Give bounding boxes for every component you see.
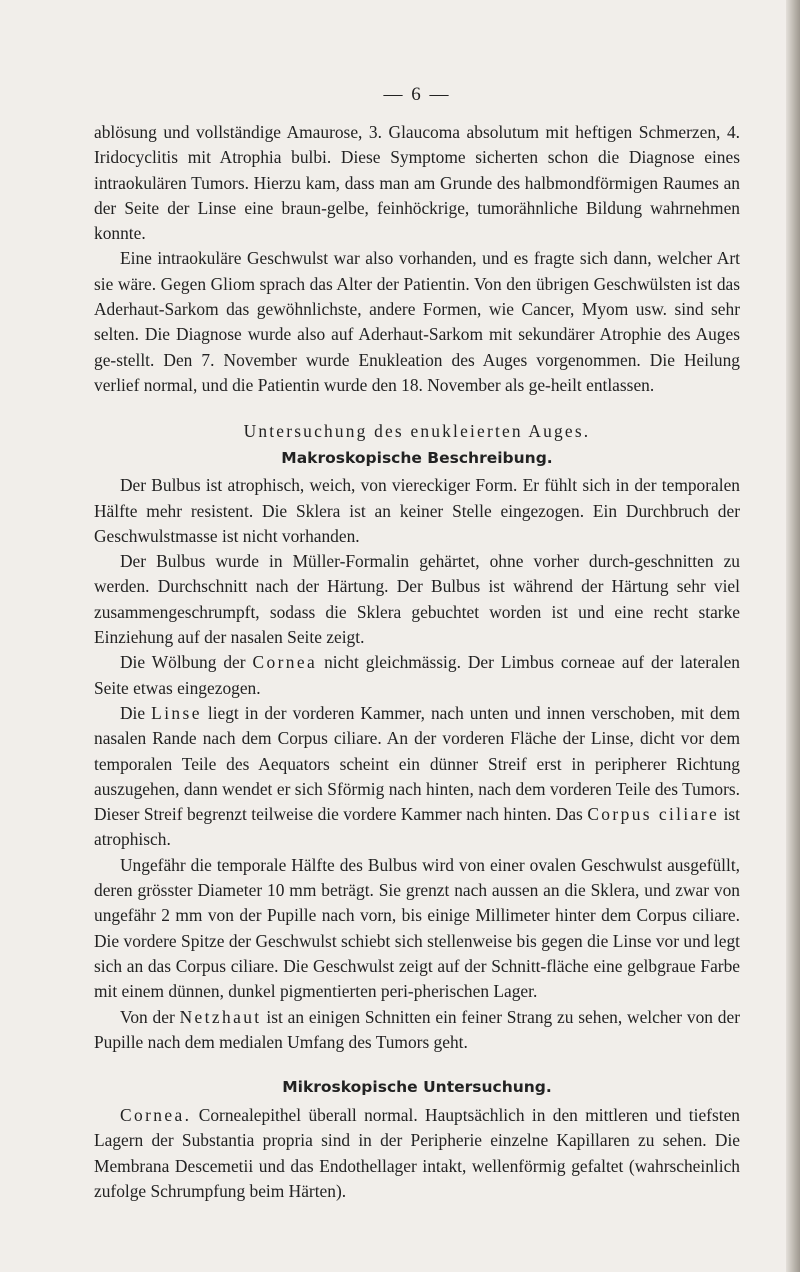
term-corpus-ciliare: Corpus ciliare — [587, 804, 720, 825]
heading-macroscopic: Makroskopische Beschreibung. — [281, 449, 553, 468]
page-edge-shadow — [786, 0, 800, 1272]
paragraph-tumor: Ungefähr die temporale Hälfte des Bulbus wird von einer ovalen Geschwulst ausgefüllt, deren grösster Diameter 10 mm beträgt. Sie grenzt nach aussen an die Sklera, und zwar von ungefähr 2 mm von der Pupille nach vorn, bis einige Millimeter hinter dem Corpus ciliare. Die vordere Spitze der Geschwulst schiebt sich stellenweise bis gegen die Linse vor und legt sich an das Corpus ciliare. Die Geschwulst zeigt auf der Schnitt-fläche eine gelbgraue Farbe mit einem dünnen, dunkel pigmentierten peri-pherischen Lager. — [94, 854, 740, 1002]
term-netzhaut: Netzhaut — [179, 1006, 262, 1027]
paragraph-intro-2: Eine intraokuläre Geschwulst war also vorhanden, und es fragte sich dann, welcher Art sie wäre. Gegen Gliom sprach das Alter der Patientin. Von den übrigen Geschwülsten ist das Aderhaut-Sarkom das gewöhnlichste, andere Formen, wie Cancer, Myom usw. sind sehr selten. Die Diagnose wurde also auf Aderhaut-Sarkom mit sekundärer Atrophie des Auges ge-stellt. Den 7. November wurde Enukleation des Auges vorgenommen. Die Heilung verlief normal, und die Patientin wurde den 18. November als ge-heilt entlassen. — [94, 248, 740, 395]
netzhaut-before: Von der — [120, 1006, 175, 1027]
term-cornea-micro: Cornea. — [120, 1105, 192, 1126]
paragraph-linse — [94, 701, 740, 853]
paragraph-netzhaut — [94, 1005, 740, 1056]
term-cornea: Cornea — [252, 652, 318, 673]
cornea-before: Die Wölbung der — [120, 652, 246, 673]
linse-before: Die — [120, 702, 146, 723]
paragraph-macro-2: Der Bulbus wurde in Müller-Formalin gehärtet, ohne vorher durch-geschnitten zu werden. Durchschnitt nach der Härtung. Der Bulbus ist während der Härtung sehr viel zusammengeschrumpft, sodass die Sklera gebuchtet worden ist und eine recht starke Einziehung auf der nasalen Seite zeigt. — [94, 551, 740, 648]
cornea-after: nicht gleichmässig. Der Limbus corneae auf der lateralen Seite etwas eingezogen. — [94, 652, 741, 698]
paragraph-cornea — [94, 650, 740, 701]
term-linse: Linse — [151, 702, 202, 723]
paragraph-micro-cornea — [94, 1103, 740, 1204]
netzhaut-after: ist an einigen Schnitten ein feiner Strang zu sehen, welcher von der Pupille nach dem medialen Umfang des Tumors geht. — [94, 1006, 740, 1052]
page-number: — 6 — — [383, 84, 451, 105]
linse-after: liegt in der vorderen Kammer, nach unten und innen verschoben, mit dem nasalen Rande nach dem Corpus ciliare. An der vorderen Fläche der Linse, dicht vor dem temporalen Teile des Aequators scheint ein dünner Streif erst in peripherer Richtung auszugehen, dann wendet er sich Sförmig nach hinten, nach dem vorderen Teile des Tumors. Dieser Streif begrenzt teilweise die vordere Kammer nach hinten. Das — [94, 702, 740, 825]
paragraph-intro-1: ablösung und vollständige Amaurose, 3. Glaucoma absolutum mit heftigen Schmerzen, 4. Iridocyclitis mit Atrophia bulbi. Diese Symptome sicherten schon die Diagnose eines intraokulären Tumors. Hierzu kam, dass man am Grunde des halbmondförmigen Raumes an der Seite der Linse eine braun-gelbe, feinhöckrige, tumorähnliche Bildung wahrnehmen konnte. — [94, 122, 740, 244]
book-page — [94, 84, 740, 1204]
heading-microscopic: Mikroskopische Untersuchung. — [282, 1078, 552, 1097]
micro-cornea-text: Cornealepithel überall normal. Hauptsächlich in den mittleren und tiefsten Lagern der Substantia propria sind in der Peripherie einzelne Kapillaren zu sehen. Die Membrana Descemetii und das Endothellager intakt, wellenförmig gefaltet (wahrscheinlich zufolge Schrumpfung beim Härten). — [94, 1105, 740, 1201]
linse-after-2: ist atrophisch. — [94, 804, 740, 850]
paragraph-macro-1: Der Bulbus ist atrophisch, weich, von viereckiger Form. Er fühlt sich in der temporalen Hälfte mehr resistent. Die Sklera ist an keiner Stelle eingezogen. Ein Durchbruch der Geschwulstmasse ist nicht vorhanden. — [94, 475, 740, 546]
section-heading: Untersuchung des enukleierten Auges. — [243, 421, 591, 442]
